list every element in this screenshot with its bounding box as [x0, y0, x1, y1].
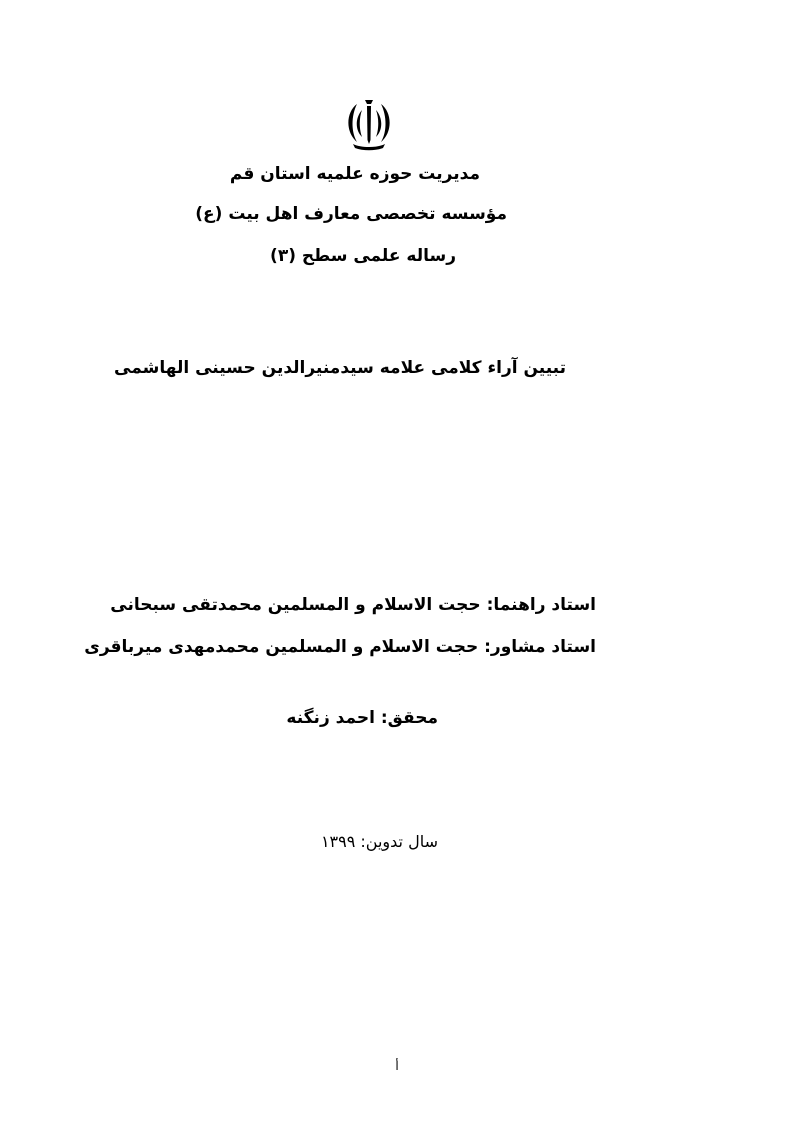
supervisor-line: استاد راهنما: حجت الاسلام و المسلمین محمدتقی سبحانی	[110, 595, 596, 615]
page-number: أ	[395, 1059, 399, 1073]
thesis-title: تبیین آراء کلامی علامه سیدمنیرالدین حسینی الهاشمی	[114, 358, 566, 378]
consultant-line: استاد مشاور: حجت الاسلام و المسلمین محمدمهدی میرباقری	[84, 637, 596, 657]
header-management-title: مدیریت حوزه علمیه استان قم	[229, 164, 480, 184]
iran-emblem-icon	[343, 96, 395, 152]
header-thesis-level: رساله علمی سطح (۳)	[270, 246, 456, 266]
compilation-year: سال تدوین: ۱۳۹۹	[320, 832, 438, 851]
header-institute-title: مؤسسه تخصصی معارف اهل بیت (ع)	[195, 204, 507, 224]
researcher-line: محقق: احمد زنگنه	[286, 708, 438, 728]
